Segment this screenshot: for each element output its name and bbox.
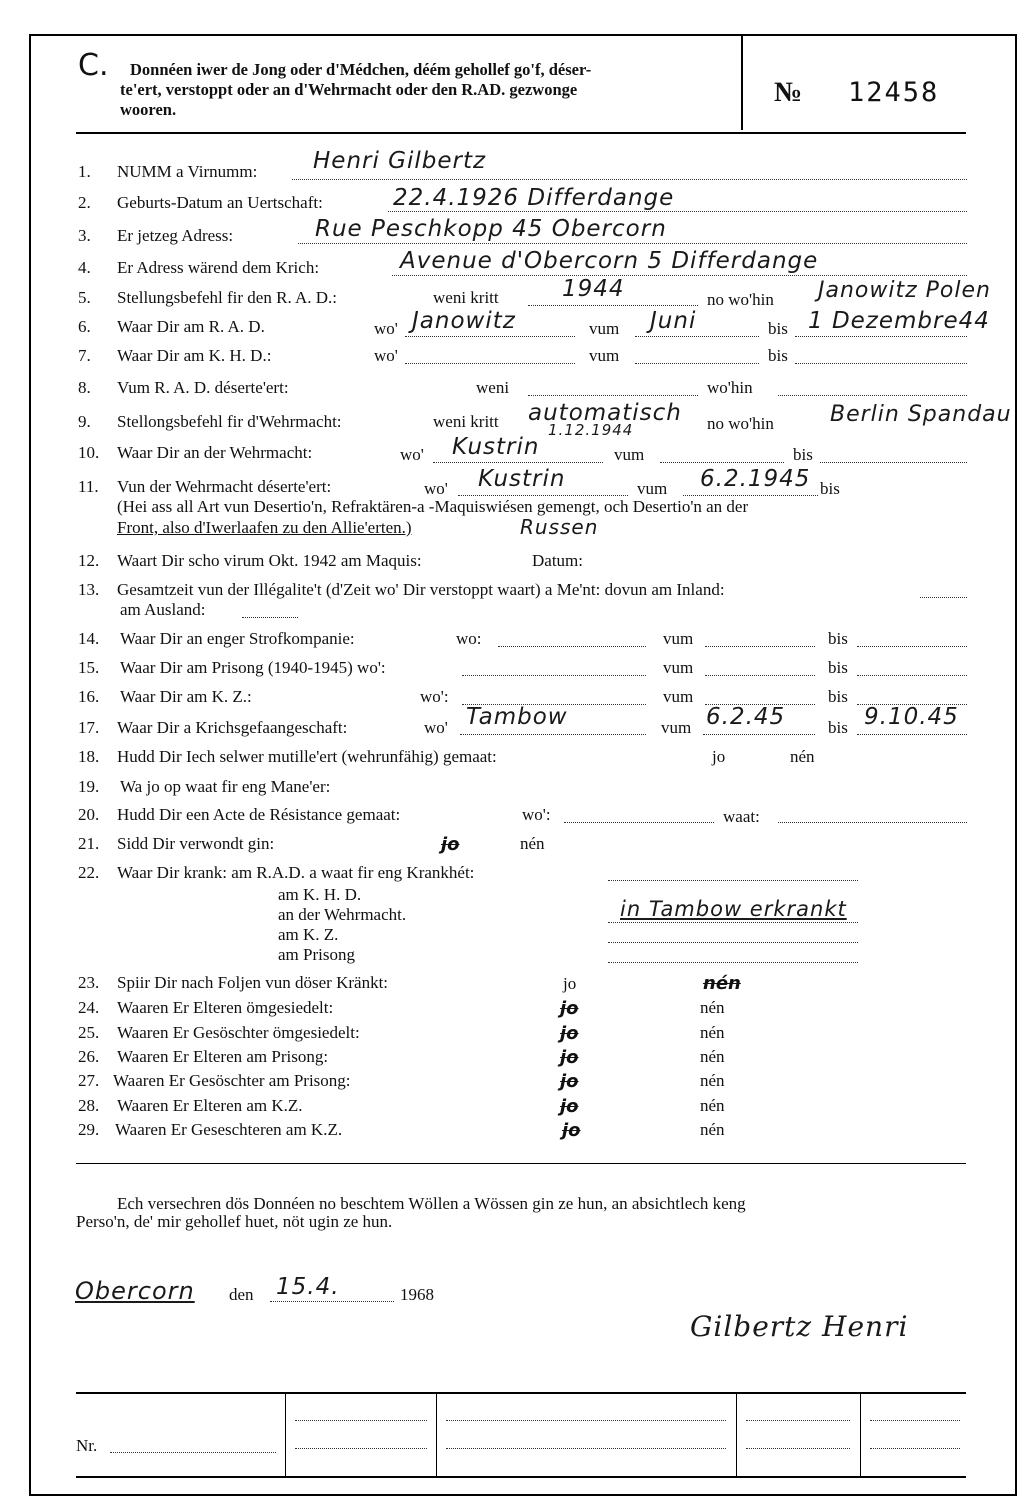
value-wehrmacht-order: automatisch — [528, 400, 682, 426]
declaration-rule — [76, 1163, 966, 1164]
option-nen-struck: nén — [703, 973, 741, 994]
dotted-line — [778, 395, 967, 396]
label-bis: bis — [828, 718, 848, 737]
value-wehrmacht-date-note: 1.12.1944 — [548, 421, 634, 439]
field-number: 19. — [78, 777, 100, 796]
dotted-line — [295, 1448, 427, 1449]
field-label-prison: Waar Dir am Prisong (1940-1945) wo': — [120, 658, 386, 677]
label-wo: wo': — [420, 687, 449, 706]
field-number: 23. — [78, 973, 100, 992]
label-wo: wo': — [522, 805, 551, 824]
field-number: 7. — [78, 346, 91, 365]
option-nen: nén — [700, 1023, 725, 1042]
field-label-sick: Waar Dir krank: am R.A.D. a waat fir eng Krankhét: — [117, 863, 475, 882]
value-rad-order-place: Janowitz Polen — [818, 278, 991, 303]
field-number: 25. — [78, 1023, 100, 1042]
label-waat: waat: — [723, 807, 760, 826]
field-number: 29. — [78, 1120, 100, 1139]
option-jo-struck: jo — [560, 1023, 579, 1044]
field-label-siblings-kz: Waaren Er Geseschteren am K.Z. — [115, 1120, 343, 1139]
field-label-rad: Waar Dir am R. A. D. — [117, 317, 265, 336]
value-name: Henri Gilbertz — [313, 148, 487, 174]
field-label-khd: Waar Dir am K. H. D.: — [117, 346, 272, 365]
label-wo: wo: — [456, 629, 482, 648]
label-bis: bis — [793, 445, 813, 464]
dotted-line — [446, 1420, 726, 1421]
footer-col-divider — [736, 1393, 737, 1476]
dotted-line — [778, 822, 967, 823]
field-label-siblings-prison: Waaren Er Gesöschter am Prisong: — [113, 1071, 351, 1090]
field-label-illegality: Gesamtzeit vun der Illégalite't (d'Zeit wo' Dir verstoppt waart) a Me'nt: dovun am Inland: — [117, 580, 725, 599]
field-number: 26. — [78, 1047, 100, 1066]
dotted-line — [392, 275, 967, 276]
dotted-line — [295, 1420, 427, 1421]
field-number: 6. — [78, 317, 91, 336]
field-label-wehrmacht-order: Stellongsbefehl fir d'Wehrmacht: — [117, 412, 342, 431]
label-vum: vum — [663, 658, 694, 677]
option-jo: jo — [712, 747, 726, 766]
declaration-line1: Ech versechren dös Donnéen no beschtem Wöllen a Wössen gin ze hun, an absichtlech keng — [117, 1194, 746, 1213]
dotted-line — [857, 646, 967, 647]
option-nen: nén — [790, 747, 815, 766]
dotted-line — [795, 363, 967, 364]
field-number: 13. — [78, 580, 100, 599]
label-wo: wo' — [374, 346, 398, 365]
note-desertion-line1: (Hei ass all Art vun Desertio'n, Refraktären-a -Maquiswiésen gemengt, och Desertio'n an der — [117, 497, 749, 516]
dotted-line — [458, 495, 628, 496]
field-number: 2. — [78, 193, 91, 212]
option-jo-struck: jo — [562, 1120, 581, 1141]
option-nen: nén — [520, 834, 545, 853]
dotted-line — [746, 1448, 850, 1449]
dotted-line — [870, 1448, 960, 1449]
label-weni-kritt: weni kritt — [433, 288, 499, 307]
label-vum: vum — [637, 479, 668, 498]
footer-col-divider — [860, 1393, 861, 1476]
header-title-line3: wooren. — [120, 100, 177, 119]
field-label-parents-prison: Waaren Er Elteren am Prisong: — [117, 1047, 329, 1066]
sick-sub-kz: am K. Z. — [278, 925, 339, 944]
dotted-line — [608, 942, 858, 943]
dotted-line — [292, 179, 967, 180]
dotted-line — [498, 646, 646, 647]
value-rad-to: 1 Dezembre44 — [808, 308, 990, 334]
label-wohin: no wo'hin — [707, 414, 774, 433]
field-label-name: NUMM a Virnumm: — [117, 162, 258, 181]
dotted-line — [703, 734, 815, 735]
dotted-line — [746, 1420, 850, 1421]
field-label-abroad: am Ausland: — [120, 600, 206, 619]
label-wo: wo' — [374, 319, 398, 338]
footer-bottom-rule — [76, 1476, 966, 1478]
field-number: 14. — [78, 629, 100, 648]
field-label-manner: Wa jo op waat fir eng Mane'er: — [120, 777, 331, 796]
option-nen: nén — [700, 1120, 725, 1139]
field-number: 15. — [78, 658, 100, 677]
dotted-line — [705, 646, 815, 647]
dotted-line — [870, 1420, 960, 1421]
dotted-line — [110, 1452, 276, 1453]
option-jo-struck: jo — [560, 998, 579, 1019]
field-label-birth: Geburts-Datum an Uertschaft: — [117, 193, 323, 212]
dotted-line — [660, 462, 784, 463]
field-label-resistance: Hudd Dir een Acte de Résistance gemaat: — [117, 805, 401, 824]
dotted-line — [298, 243, 967, 244]
dotted-line — [795, 336, 967, 337]
dotted-line — [683, 495, 818, 496]
label-bis: bis — [828, 687, 848, 706]
label-bis: bis — [768, 346, 788, 365]
dotted-line — [635, 336, 759, 337]
dotted-line — [608, 922, 858, 923]
label-weni: weni — [476, 378, 510, 397]
field-label-maquis: Waart Dir scho virum Okt. 1942 am Maquis: — [117, 551, 422, 570]
field-number: 21. — [78, 834, 100, 853]
dotted-line — [528, 395, 698, 396]
sick-sub-wehrmacht: an der Wehrmacht. — [278, 905, 407, 924]
header-divider — [741, 36, 743, 130]
label-den: den — [229, 1285, 254, 1304]
label-wo: wo' — [424, 479, 448, 498]
dotted-line — [920, 597, 967, 598]
field-number: 8. — [78, 378, 91, 397]
field-number: 1. — [78, 162, 91, 181]
value-war-address: Avenue d'Obercorn 5 Differdange — [400, 248, 819, 274]
footer-col-divider — [285, 1393, 286, 1476]
declaration-line2: Perso'n, de' mir gehollef huet, nöt ugin ze hun. — [76, 1212, 393, 1231]
field-number: 5. — [78, 288, 91, 307]
section-letter: C. — [78, 48, 109, 83]
field-number: 24. — [78, 998, 100, 1017]
sick-sub-khd: am K. H. D. — [278, 885, 362, 904]
label-weni-kritt: weni kritt — [433, 412, 499, 431]
footer-label-nr: Nr. — [76, 1436, 98, 1455]
field-number: 10. — [78, 443, 100, 462]
dotted-line — [405, 336, 575, 337]
field-label-war-address: Er Adress wärend dem Krich: — [117, 258, 320, 277]
dotted-line — [564, 822, 714, 823]
dotted-line — [608, 880, 858, 881]
field-label-self-mutilation: Hudd Dir Iech selwer mutille'ert (wehrunfähig) gemaat: — [117, 747, 497, 766]
label-bis: bis — [828, 629, 848, 648]
dotted-line — [857, 675, 967, 676]
field-label-kz: Waar Dir am K. Z.: — [120, 687, 252, 706]
field-number: 27. — [78, 1071, 100, 1090]
value-wehrmacht-location: Kustrin — [452, 434, 540, 460]
value-address: Rue Peschkopp 45 Obercorn — [315, 216, 667, 242]
dotted-line — [857, 734, 967, 735]
value-pow-to: 9.10.45 — [864, 704, 959, 730]
dotted-line — [462, 675, 646, 676]
value-sick: in Tambow erkrankt — [620, 897, 847, 921]
dotted-line — [433, 462, 603, 463]
option-jo-struck: jo — [560, 1071, 579, 1092]
field-number: 18. — [78, 747, 100, 766]
field-label-parents-kz: Waaren Er Elteren am K.Z. — [117, 1096, 303, 1115]
value-wehrmacht-place: Berlin Spandau — [830, 402, 1012, 427]
field-number: 11. — [78, 477, 99, 496]
dotted-line — [405, 363, 575, 364]
form-number: 12458 — [848, 77, 940, 108]
option-nen: nén — [700, 998, 725, 1017]
field-number: 16. — [78, 687, 100, 706]
value-birth: 22.4.1926 Differdange — [393, 185, 675, 211]
option-nen: nén — [700, 1096, 725, 1115]
label-bis: bis — [768, 319, 788, 338]
field-label-punishment-company: Waar Dir an enger Strofkompanie: — [120, 629, 355, 648]
label-wohin: no wo'hin — [707, 290, 774, 309]
value-rad-place: Janowitz — [412, 308, 516, 334]
field-label-wehrmacht-desert: Vun der Wehrmacht déserte'ert: — [117, 477, 332, 496]
value-pow-from: 6.2.45 — [706, 704, 786, 730]
note-desertion-line2: Front, also d'Iwerlaafen zu den Allie'erten.) — [117, 518, 412, 537]
dotted-line — [705, 675, 815, 676]
field-number: 4. — [78, 258, 91, 277]
option-jo-struck: jo — [560, 1096, 579, 1117]
label-datum: Datum: — [532, 551, 583, 570]
value-russen: Russen — [520, 515, 599, 539]
dotted-line — [446, 1448, 726, 1449]
signature: Gilbertz Henri — [690, 1310, 909, 1343]
footer-col-divider — [436, 1393, 437, 1476]
header-title-line2: te'ert, verstoppt oder an d'Wehrmacht oder den R.AD. gezwonge — [120, 80, 578, 99]
field-label-rad-order: Stellungsbefehl fir den R. A. D.: — [117, 288, 338, 307]
option-jo-struck: jo — [560, 1047, 579, 1068]
dotted-line — [820, 462, 967, 463]
value-place: Obercorn — [75, 1277, 195, 1305]
field-label-wounded: Sidd Dir verwondt gin: — [117, 834, 275, 853]
field-label-siblings-resettled: Waaren Er Gesöschter ömgesiedelt: — [117, 1023, 360, 1042]
field-number: 28. — [78, 1096, 100, 1115]
field-number: 20. — [78, 805, 100, 824]
value-date: 15.4. — [276, 1274, 340, 1300]
dotted-line — [635, 363, 759, 364]
option-nen: nén — [700, 1047, 725, 1066]
footer-top-rule — [76, 1392, 966, 1394]
label-vum: vum — [589, 319, 620, 338]
header-rule — [76, 132, 966, 134]
number-symbol: № — [774, 77, 803, 108]
field-label-address: Er jetzeg Adress: — [117, 226, 234, 245]
field-label-wehrmacht: Waar Dir an der Wehrmacht: — [117, 443, 313, 462]
label-year: 1968 — [400, 1285, 434, 1304]
field-label-pow: Waar Dir a Krichsgefaangeschaft: — [117, 718, 348, 737]
label-vum: vum — [663, 629, 694, 648]
value-desert-date: 6.2.1945 — [700, 466, 811, 492]
dotted-line — [388, 211, 967, 212]
field-number: 17. — [78, 718, 100, 737]
label-wo: wo' — [400, 445, 424, 464]
value-pow-place: Tambow — [466, 704, 568, 730]
value-rad-order-date: 1944 — [562, 276, 625, 302]
label-vum: vum — [663, 687, 694, 706]
label-vum: vum — [661, 718, 692, 737]
value-rad-from: Juni — [650, 308, 697, 334]
dotted-line — [608, 962, 858, 963]
field-number: 12. — [78, 551, 100, 570]
label-bis: bis — [828, 658, 848, 677]
dotted-line — [270, 1301, 394, 1302]
label-vum: vum — [589, 346, 620, 365]
field-label-rad-desert: Vum R. A. D. déserte'ert: — [117, 378, 289, 397]
field-number: 3. — [78, 226, 91, 245]
dotted-line — [528, 305, 698, 306]
dotted-line — [242, 617, 298, 618]
option-jo-struck: jo — [441, 834, 460, 855]
value-desert-place: Kustrin — [478, 466, 566, 492]
option-jo: jo — [563, 974, 577, 993]
dotted-line — [460, 734, 646, 735]
field-label-parents-resettled: Waaren Er Elteren ömgesiedelt: — [117, 998, 334, 1017]
label-wohin: wo'hin — [707, 378, 753, 397]
label-bis: bis — [820, 479, 840, 498]
label-wo: wo' — [424, 718, 448, 737]
label-vum: vum — [614, 445, 645, 464]
field-label-after-effects: Spiir Dir nach Foljen vun döser Kränkt: — [117, 973, 389, 992]
field-number: 22. — [78, 863, 100, 882]
field-number: 9. — [78, 412, 91, 431]
header-title-line1: Donnéen iwer de Jong oder d'Médchen, déém gehollef go'f, déser- — [130, 60, 592, 79]
sick-sub-prison: am Prisong — [278, 945, 355, 964]
option-nen: nén — [700, 1071, 725, 1090]
